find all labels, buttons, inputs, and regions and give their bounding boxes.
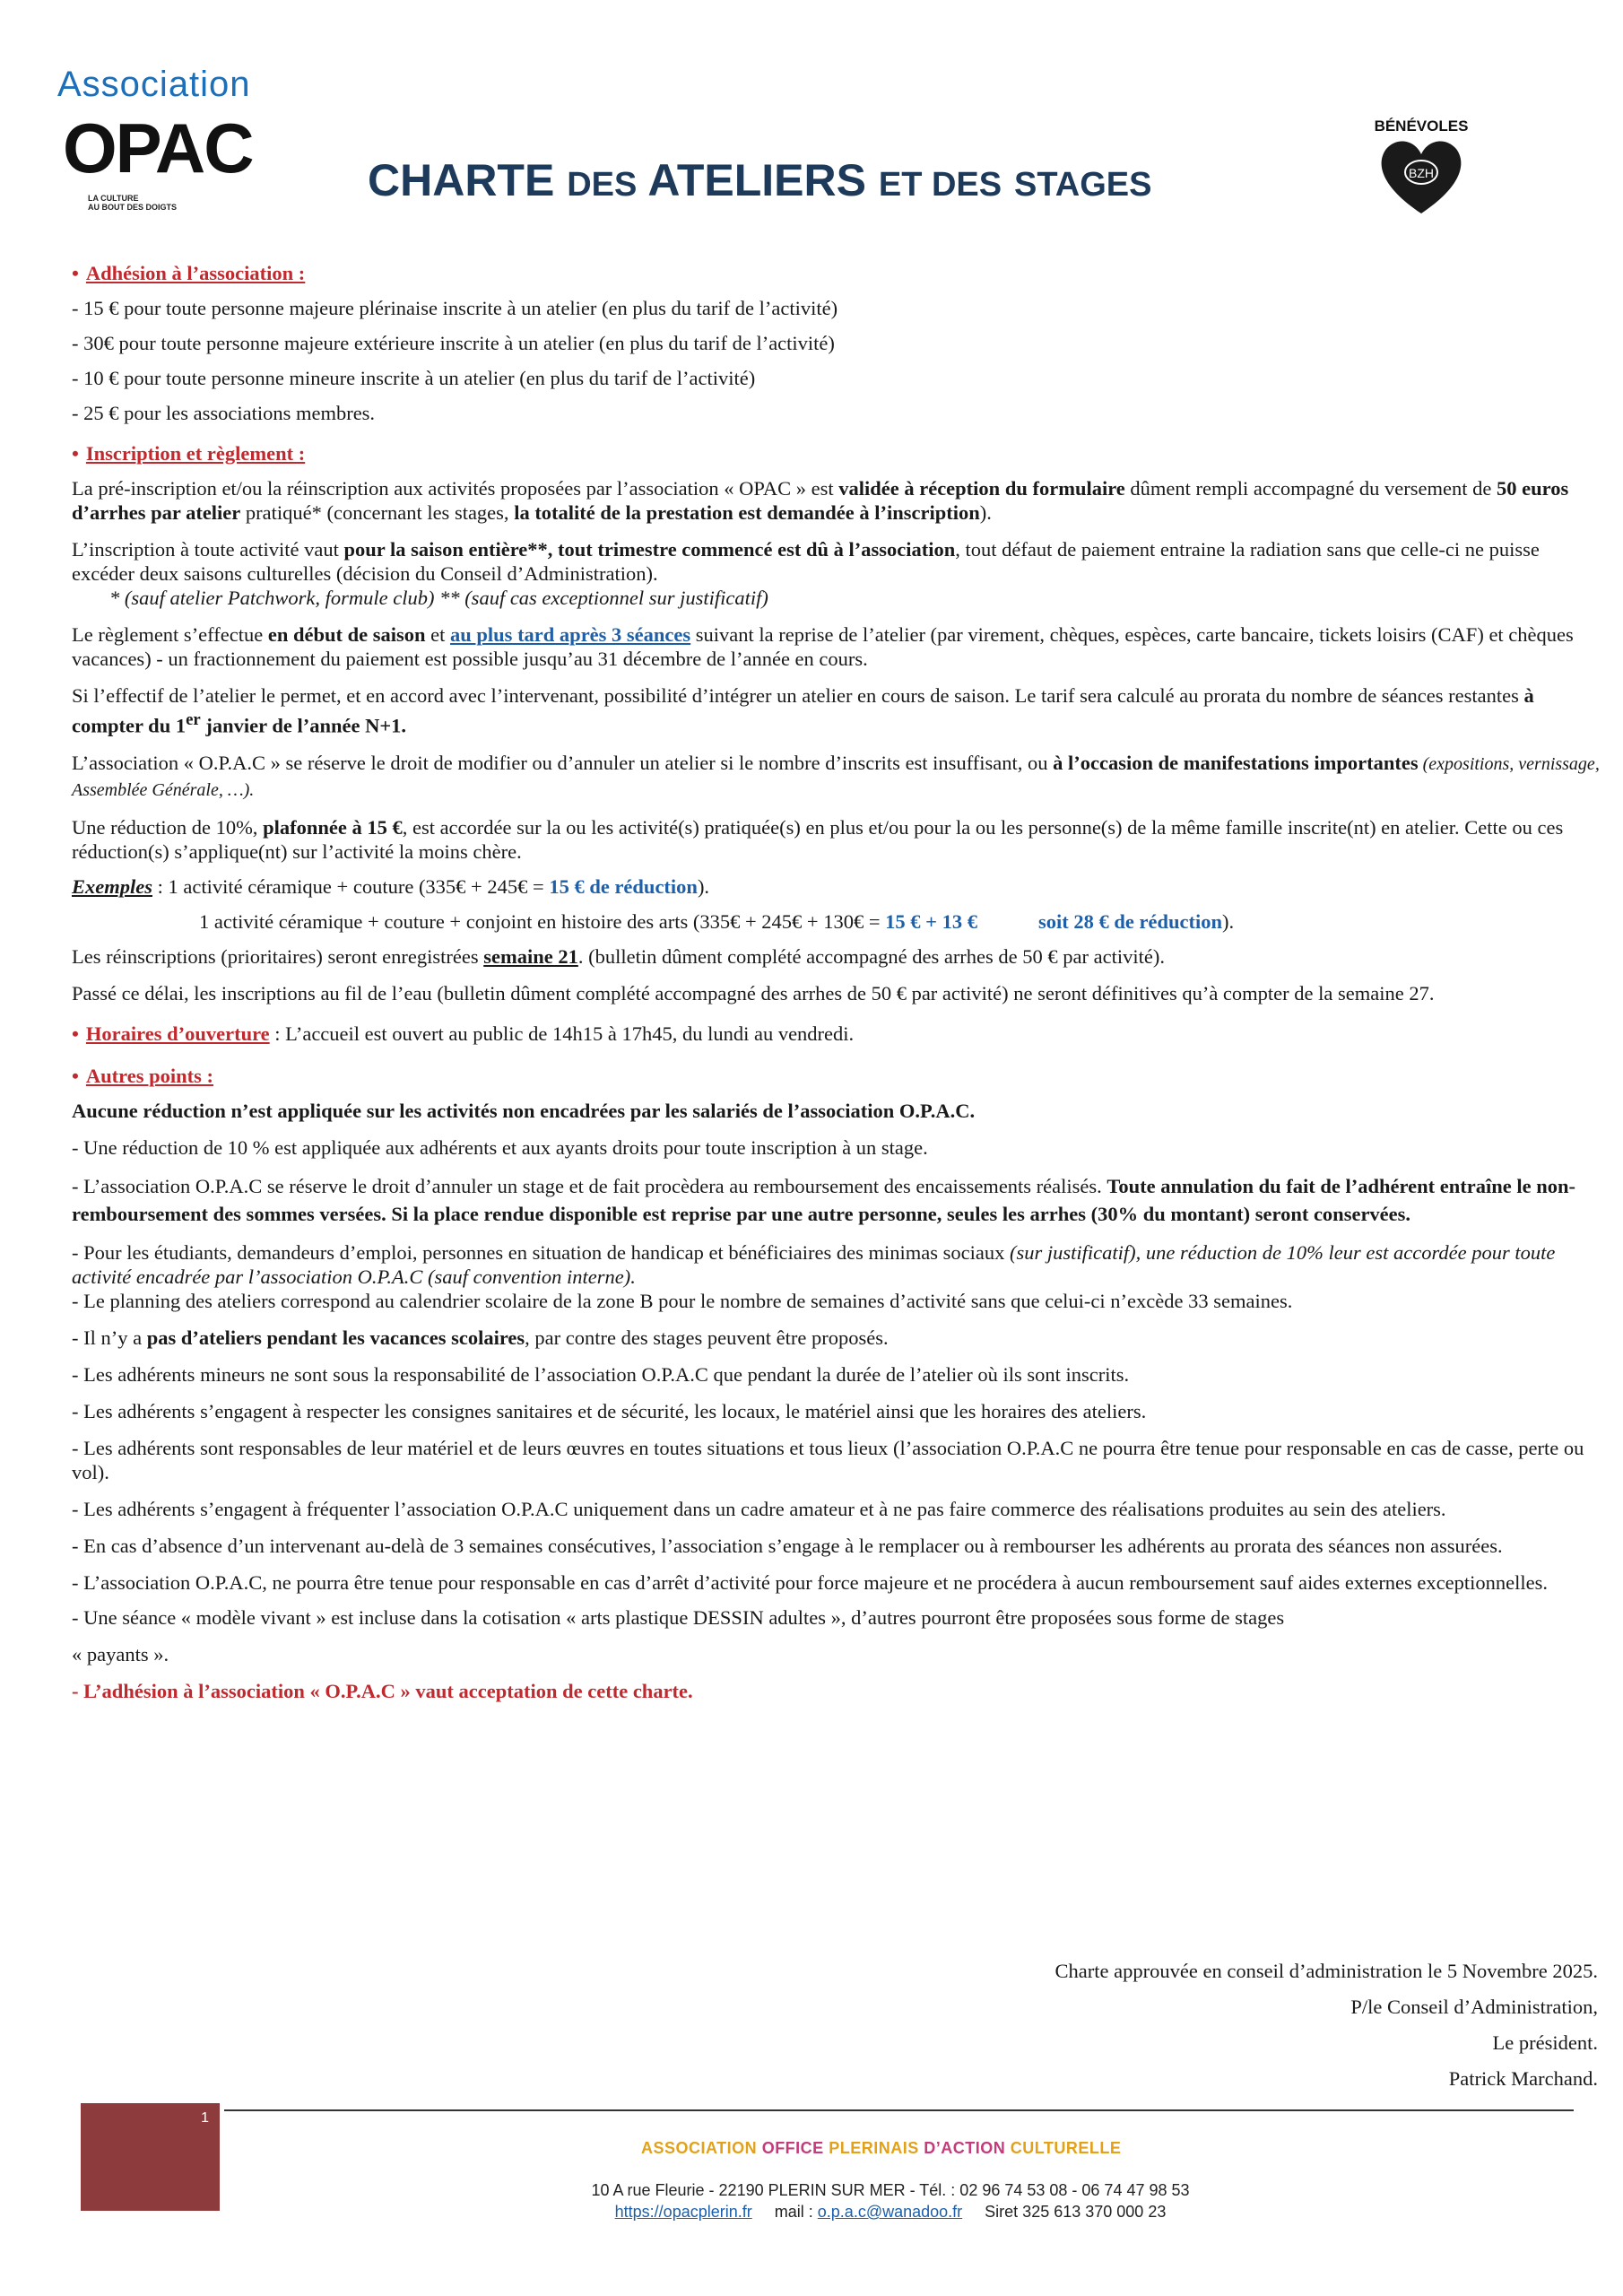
footer-address: 10 A rue Fleurie - 22190 PLERIN SUR MER - Tél. : 02 96 74 53 08 - 06 74 47 98 53 bbox=[591, 2181, 1190, 2199]
benevoles-bzh-badge bbox=[1363, 108, 1480, 224]
example-2: 1 activité céramique + couture + conjoint en histoire des arts (335€ + 245€ + 130€ = 15 € + 13 € soit 28 € de réduction). bbox=[199, 909, 1235, 933]
logo-opac: OPAC bbox=[63, 109, 253, 187]
website-link[interactable]: https://opacplerin.fr bbox=[614, 2203, 752, 2221]
mail-label: mail : bbox=[774, 2203, 818, 2221]
autres-line: « payants ». bbox=[72, 1642, 169, 1665]
autres-line: - L’association O.P.A.C, ne pourra être tenue pour responsable en cas d’arrêt d’activité pour force majeure et ne procédera à aucun remboursement sauf aides externes exceptionnelles. bbox=[72, 1570, 1548, 1594]
autres-line: - Les adhérents mineurs ne sont sous la responsabilité de l’association O.P.A.C que pendant la durée de l’atelier où ils sont inscrits. bbox=[72, 1362, 1130, 1386]
section-heading-adhesion: • Adhésion à l’association : bbox=[72, 262, 306, 284]
paragraph-reinscriptions: Les réinscriptions (prioritaires) seront enregistrées semaine 21. (bulletin dûment complété accompagné des arrhes de 50 € par activité). bbox=[72, 944, 1165, 968]
badge-top-text: BÉNÉVOLES bbox=[1374, 117, 1469, 135]
council-line: P/le Conseil d’Administration, bbox=[1350, 1996, 1598, 2018]
charter-body bbox=[72, 256, 1601, 1703]
paragraph-saison: L’inscription à toute activité vaut pour la saison entière**, tout trimestre commencé est dû à l’association, tout défaut de paiement entraine la radiation sans que celle-ci ne puisse excéder deux saisons culturelles (décision du Conseil d’Administration). bbox=[72, 538, 1540, 585]
autres-line: - En cas d’absence d’un intervenant au-delà de 3 semaines consécutives, l’association s’engage à le remplacer ou à rembourser les adhérents au prorata des séances non assurées. bbox=[72, 1534, 1503, 1557]
autres-line: - L’association O.P.A.C se réserve le droit d’annuler un stage et de fait procèdera au remboursement des encaissements réalisés. Toute annulation du fait de l’adhérent entraîne le non-remboursement des sommes versées. Si la place rendue disponible est reprise par une autre personne, seules les arrhes (30% du montant) seront conservées. bbox=[72, 1174, 1575, 1225]
footer-color-box bbox=[81, 2103, 220, 2211]
paragraph-reduction: Une réduction de 10%, plafonnée à 15 €, est accordée sur la ou les activité(s) pratiquée(s) en plus et/ou pour la ou les personne(s) de la même famille inscrite(nt) en atelier. Cette ou ces réduction(s) s’applique(nt) sur l’activité la moins chère. bbox=[72, 815, 1564, 863]
signature-block bbox=[1055, 1953, 1598, 2097]
section-heading-autres: • Autres points : bbox=[72, 1064, 213, 1087]
section-horaires: • Horaires d’ouverture : L’accueil est ouvert au public de 14h15 à 17h45, du lundi au vendredi. bbox=[72, 1022, 855, 1045]
autres-line: - Les adhérents s’engagent à respecter les consignes sanitaires et de sécurité, les locaux, le matériel ainsi que les horaires des ateliers. bbox=[72, 1399, 1147, 1422]
section-heading-inscription: • Inscription et règlement : bbox=[72, 442, 306, 465]
president-title: Le président. bbox=[1492, 2031, 1598, 2054]
autres-line: - Les adhérents sont responsables de leur matériel et de leurs œuvres en toutes situations et tous lieux (l’association O.P.A.C ne pourra être tenue pour responsable en cas de casse, perte ou vol). bbox=[72, 1436, 1584, 1483]
adhesion-line: - 25 € pour les associations membres. bbox=[72, 402, 376, 424]
autres-bold-line: Aucune réduction n’est appliquée sur les activités non encadrées par les salariés de l’association O.P.A.C. bbox=[72, 1099, 976, 1122]
siret-number: Siret 325 613 370 000 23 bbox=[985, 2203, 1167, 2221]
final-statement: - L’adhésion à l’association « O.P.A.C » vaut acceptation de cette charte. bbox=[72, 1679, 693, 1702]
footnote-exceptions: * (sauf atelier Patchwork, formule club) ** (sauf cas exceptionnel sur justificatif) bbox=[109, 587, 768, 609]
adhesion-line: - 15 € pour toute personne majeure plérinaise inscrite à un atelier (en plus du tarif de l’activité) bbox=[72, 297, 838, 319]
footer-contact bbox=[527, 2179, 1254, 2222]
autres-line: - Il n’y a pas d’ateliers pendant les vacances scolaires, par contre des stages peuvent être proposés. bbox=[72, 1326, 889, 1349]
logo-tagline: LA CULTURE AU BOUT DES DOIGTS bbox=[88, 194, 178, 212]
paragraph-reglement: Le règlement s’effectue en début de saison et au plus tard après 3 séances suivant la reprise de l’atelier (par virement, chèques, espèces, carte bancaire, tickets loisirs (CAF) et chèques vacances) - un fractionnement du paiement est possible jusqu’au 31 décembre de l’année en cours. bbox=[72, 623, 1574, 670]
paragraph-fil-de-leau: Passé ce délai, les inscriptions au fil de l’eau (bulletin dûment complété accompagné des arrhes de 50 € par activité) ne seront définitives qu’à compter de la semaine 27. bbox=[72, 981, 1435, 1004]
autres-line: - Une séance « modèle vivant » est incluse dans la cotisation « arts plastique DESSIN adultes », d’autres pourront être proposées sous forme de stages bbox=[72, 1605, 1285, 1629]
page-title: CHARTE DES ATELIERS ET DES STAGES bbox=[368, 155, 1152, 205]
mail-link[interactable]: o.p.a.c@wanadoo.fr bbox=[817, 2203, 963, 2221]
footer-divider bbox=[224, 2109, 1574, 2111]
adhesion-line: - 10 € pour toute personne mineure inscrite à un atelier (en plus du tarif de l’activité) bbox=[72, 367, 756, 389]
footer-organization-name: ASSOCIATION OFFICE PLERINAIS D’ACTION CULTURELLE bbox=[641, 2139, 1122, 2157]
paragraph-preinscription: La pré-inscription et/ou la réinscription aux activités proposées par l’association « OPAC » est validée à réception du formulaire dûment rempli accompagné du versement de 50 euros d’arrhes par atelier pratiqué* (concernant les stages, la totalité de la prestation est demandée à l’inscription). bbox=[72, 477, 1569, 524]
autres-line: - Une réduction de 10 % est appliquée aux adhérents et aux ayants droits pour toute inscription à un stage. bbox=[72, 1135, 928, 1159]
example-1: Exemples : 1 activité céramique + couture (335€ + 245€ = 15 € de réduction). bbox=[72, 874, 710, 898]
page-number: 1 bbox=[201, 2110, 209, 2126]
approval-line: Charte approuvée en conseil d’administration le 5 Novembre 2025. bbox=[1055, 1960, 1598, 1982]
adhesion-line: - 30€ pour toute personne majeure extérieure inscrite à un atelier (en plus du tarif de l’activité) bbox=[72, 332, 835, 354]
paragraph-prorata: Si l’effectif de l’atelier le permet, et en accord avec l’intervenant, possibilité d’intégrer un atelier en cours de saison. Le tarif sera calculé au prorata du nombre de séances restantes à compter du 1er janvier de l’année N+1. bbox=[72, 684, 1534, 737]
autres-line: - Pour les étudiants, demandeurs d’emploi, personnes en situation de handicap et bénéficiaires des minimas sociaux (sur justificatif), une réduction de 10% leur est accordée pour toute activité encadrée par l’association O.P.A.C (sauf convention interne). bbox=[72, 1240, 1556, 1288]
president-name: Patrick Marchand. bbox=[1448, 2067, 1598, 2090]
autres-line: - Le planning des ateliers correspond au calendrier scolaire de la zone B pour le nombre de semaines d’activité sans que celui-ci n’excède 33 semaines. bbox=[72, 1289, 1293, 1312]
paragraph-annulation-atelier: L’association « O.P.A.C » se réserve le droit de modifier ou d’annuler un atelier si le nombre d’inscrits est insuffisant, ou à l’occasion de manifestations importantes (expositions, vernissage, Assemblée Générale, …). bbox=[72, 751, 1600, 800]
logo-association-word: Association bbox=[57, 65, 251, 104]
badge-center-text: BZH bbox=[1409, 166, 1434, 180]
autres-line: - Les adhérents s’engagent à fréquenter l’association O.P.A.C uniquement dans un cadre amateur et à ne pas faire commerce des réalisations produites au sein des ateliers. bbox=[72, 1497, 1446, 1520]
